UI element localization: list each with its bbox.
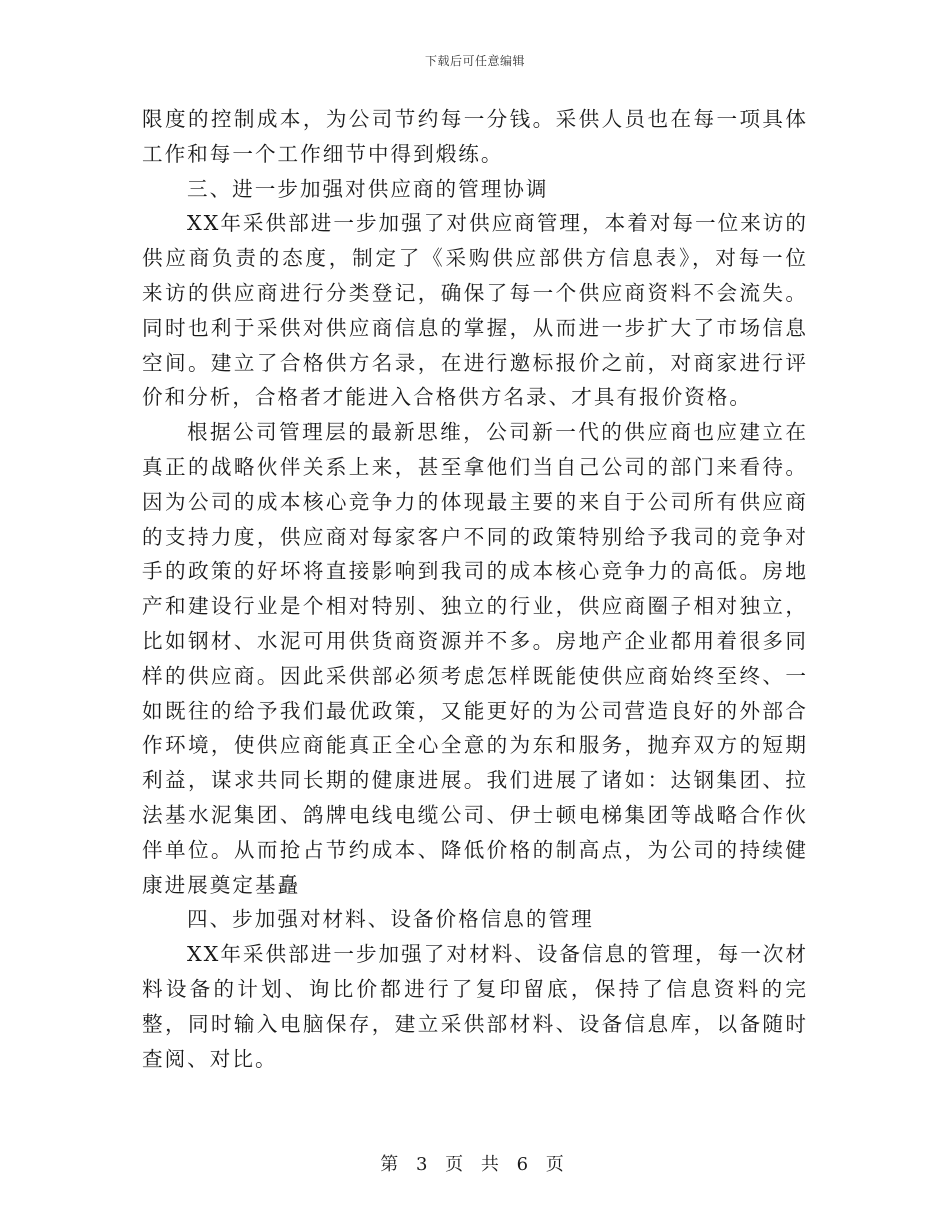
paragraph-strategic-partners: 根据公司管理层的最新思维，公司新一代的供应商也应建立在真正的战略伙伴关系上来，甚至拿他们当自己公司的部门来看待。因为公司的成本核心竞争力的体现最主要的来自于公司所有供应商的支持力度，供应商对每家客户不同的政策特别给予我司的竞争对手的政策的好坏将直接影响到我司的成本核心竞争力的高低。房地产和建设行业是个相对特别、独立的行业，供应商圈子相对独立，比如钢材、水泥可用供货商资源并不多。房地产企业都用着很多同样的供应商。因此采供部必须考虑怎样既能使供应商始终至终、一如既往的给予我们最优政策，又能更好的为公司营造良好的外部合作环境，使供应商能真正全心全意的为东和服务，抛弃双方的短期利益，谋求共同长期的健康进展。我们进展了诸如：达钢集团、拉法基水泥集团、鸽牌电线电缆公司、伊士顿电梯集团等战略合作伙伴单位。从而抢占节约成本、降低价格的制高点，为公司的持续健康进展奠定基矗 [142, 420, 808, 897]
paragraph-supplier-management: XX年采供部进一步加强了对供应商管理，本着对每一位来访的供应商负责的态度，制定了《采购供应部供方信息表》，对每一位来访的供应商进行分类登记，确保了每一个供应商资料不会流失。同时也利于采供对供应商信息的掌握，从而进一步扩大了市场信息空间。建立了合格供方名录，在进行邀标报价之前，对商家进行评价和分析，合格者才能进入合格供方名录、才具有报价资格。 [142, 211, 808, 410]
paragraph-price-information: XX年采供部进一步加强了对材料、设备信息的管理，每一次材料设备的计划、询比价都进行了复印留底，保持了信息资料的完整，同时输入电脑保存，建立采供部材料、设备信息库，以备随时查阅、对比。 [142, 942, 808, 1071]
section-heading-4: 四、步加强对材料、设备价格信息的管理 [187, 907, 594, 932]
paragraph-continuation: 限度的控制成本，为公司节约每一分钱。采供人员也在每一项具体工作和每一个工作细节中得到煅练。 [142, 107, 808, 166]
document-body [142, 102, 808, 1076]
page-number-footer: 第 3 页 共 6 页 [380, 1154, 570, 1175]
page-header-note: 下载后可任意编辑 [424, 54, 525, 68]
section-heading-3: 三、进一步加强对供应商的管理协调 [187, 176, 549, 201]
